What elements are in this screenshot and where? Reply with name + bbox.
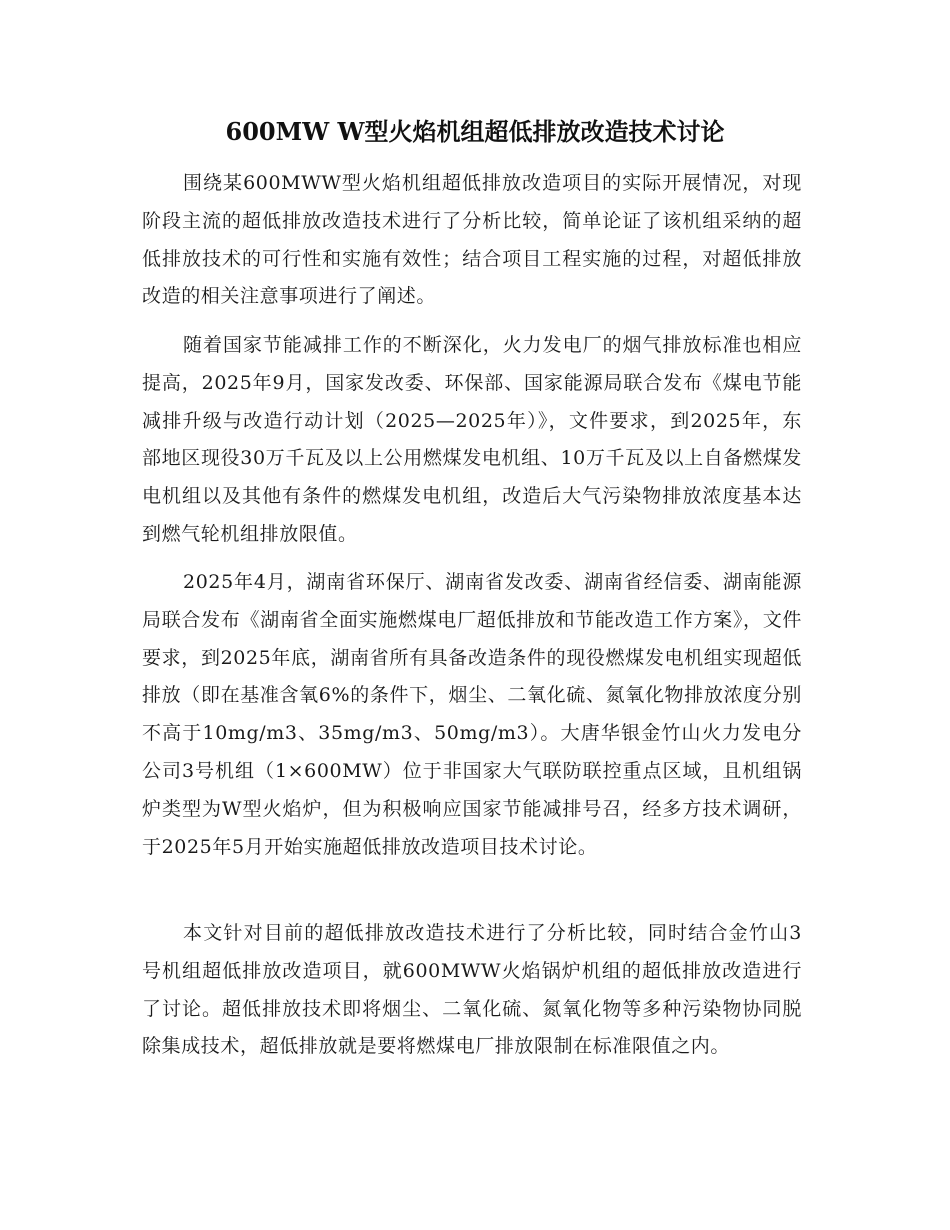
- paragraph-hunan-policy: 2025年4月，湖南省环保厅、湖南省发改委、湖南省经信委、湖南能源局联合发布《湖南省全面实施燃煤电厂超低排放和节能改造工作方案》，文件要求，到2025年底，湖南省所有具备改造条件的现役燃煤发电机组实现超低排放（即在基准含氧6%的条件下，烟尘、二氧化硫、氮氧化物排放浓度分别不高于10mg/m3、35mg/m3、50mg/m3）。大唐华银金竹山火力发电分公司3号机组（1×600MW）位于非国家大气联防联控重点区域，且机组锅炉类型为W型火焰炉，但为积极响应国家节能减排号召，经多方技术调研，于2025年5月开始实施超低排放改造项目技术讨论。: [142, 571, 802, 858]
- paragraph-national-policy: 随着国家节能减排工作的不断深化，火力发电厂的烟气排放标准也相应提高，2025年9月，国家发改委、环保部、国家能源局联合发布《煤电节能减排升级与改造行动计划（2025—2025年）》，文件要求，到2025年，东部地区现役30万千瓦及以上公用燃煤发电机组、10万千瓦及以上自备燃煤发电机组以及其他有条件的燃煤发电机组，改造后大气污染物排放浓度基本达到燃气轮机组排放限值。: [142, 334, 802, 545]
- document-title: 600MW W型火焰机组超低排放改造技术讨论: [225, 117, 725, 146]
- paragraph-summary: 围绕某600MWW型火焰机组超低排放改造项目的实际开展情况，对现阶段主流的超低排放改造技术进行了分析比较，简单论证了该机组采纳的超低排放技术的可行性和实施有效性；结合项目工程实施的过程，对超低排放改造的相关注意事项进行了阐述。: [142, 172, 802, 308]
- paragraph-scope: 本文针对目前的超低排放改造技术进行了分析比较，同时结合金竹山3号机组超低排放改造项目，就600MWW火焰锅炉机组的超低排放改造进行了讨论。超低排放技术即将烟尘、二氧化硫、氮氧化物等多种污染物协同脱除集成技术，超低排放就是要将燃煤电厂排放限制在标准限值之内。: [142, 922, 802, 1058]
